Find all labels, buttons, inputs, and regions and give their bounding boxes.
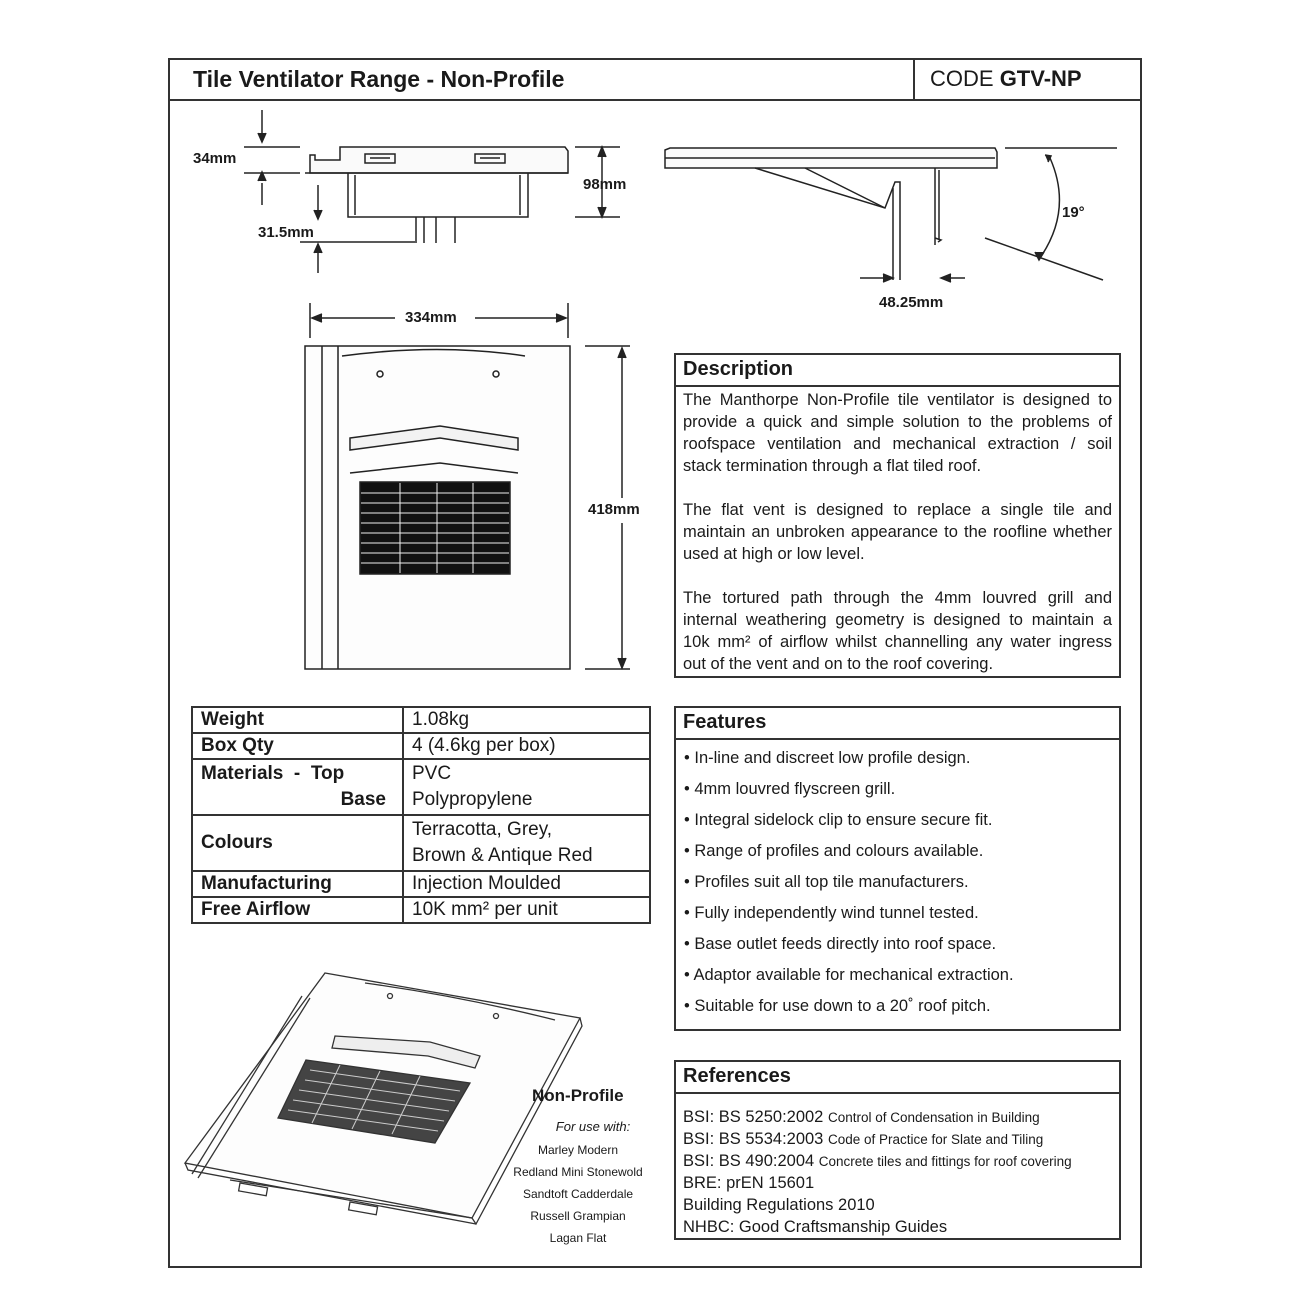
reference-item: BRE: prEN 15601 bbox=[683, 1174, 815, 1192]
compatible-tile: Lagan Flat bbox=[549, 1231, 607, 1245]
spec-key bbox=[192, 759, 403, 815]
spec-table bbox=[191, 706, 651, 924]
product-name: Non-Profile bbox=[532, 1086, 624, 1105]
page-title: Tile Ventilator Range - Non-Profile bbox=[193, 66, 565, 92]
compatible-tile: Marley Modern bbox=[537, 1143, 619, 1157]
compatible-tile: Redland Mini Stonewold bbox=[513, 1165, 643, 1179]
feature-item: • Range of profiles and colours available. bbox=[684, 842, 984, 860]
code-prefix: CODE bbox=[930, 66, 994, 91]
code-value: GTV-NP bbox=[999, 66, 1082, 91]
feature-item: • Suitable for use down to a 20˚ roof pitch. bbox=[684, 997, 991, 1015]
feature-item: • Profiles suit all top tile manufacturers. bbox=[684, 873, 969, 891]
feature-item: • In-line and discreet low profile design. bbox=[684, 749, 971, 767]
angled-section-drawing bbox=[655, 130, 1125, 300]
materials-top-value: PVC bbox=[412, 763, 452, 784]
dim-width: 334mm bbox=[405, 309, 457, 326]
dim-clip-width: 48.25mm bbox=[879, 294, 944, 311]
reference-item: NHBC: Good Craftsmanship Guides bbox=[683, 1218, 948, 1236]
feature-item: • Integral sidelock clip to ensure secure fit. bbox=[684, 811, 993, 829]
spec-row-boxqty bbox=[192, 733, 650, 759]
spec-value bbox=[403, 815, 650, 871]
description-title: Description bbox=[676, 355, 1119, 387]
spec-row-manufacturing bbox=[192, 871, 650, 897]
compatible-tile: Russell Grampian bbox=[530, 1209, 626, 1223]
side-elevation-drawing bbox=[180, 105, 660, 285]
colours-value-1: Terracotta, Grey, bbox=[412, 819, 553, 840]
feature-item: • Adaptor available for mechanical extraction. bbox=[684, 966, 1014, 984]
description-paragraph-1: The Manthorpe Non-Profile tile ventilator is designed to provide a quick and simple solution to the problems of roofspace ventilation and mechanical extraction / soil stack termination through a flat tiled roof. bbox=[683, 391, 1112, 475]
reference-item: Building Regulations 2010 bbox=[683, 1196, 875, 1214]
dim-length: 418mm bbox=[588, 501, 640, 518]
spec-value: 10K mm² per unit bbox=[403, 897, 650, 923]
spec-row-weight bbox=[192, 707, 650, 733]
spec-value: 1.08kg bbox=[403, 707, 650, 733]
materials-top-label: Materials - Top bbox=[201, 763, 345, 784]
description-box bbox=[674, 353, 1121, 678]
description-paragraph-2: The flat vent is designed to replace a single tile and maintain an unbroken appearance to the roofline whether used at high or low level. bbox=[683, 501, 1112, 563]
reference-item: BSI: BS 5534:2003 Code of Practice for Slate and Tiling bbox=[683, 1130, 1044, 1148]
feature-item: • Fully independently wind tunnel tested. bbox=[684, 904, 979, 922]
for-use-with-label: For use with: bbox=[555, 1119, 631, 1134]
spec-value: 4 (4.6kg per box) bbox=[403, 733, 650, 759]
materials-base-label: Base bbox=[340, 789, 386, 810]
materials-base-value: Polypropylene bbox=[412, 789, 533, 810]
plan-view-drawing bbox=[300, 298, 670, 678]
feature-item: • Base outlet feeds directly into roof space. bbox=[684, 935, 997, 953]
references-title: References bbox=[676, 1062, 1119, 1094]
reference-item: BSI: BS 490:2004 Concrete tiles and fittings for roof covering bbox=[683, 1152, 1072, 1170]
dim-top-height: 34mm bbox=[193, 150, 237, 167]
dim-outlet-depth: 31.5mm bbox=[258, 224, 314, 241]
description-paragraph-3: The tortured path through the 4mm louvred grill and internal weathering geometry is designed to maintain a 10k mm² of airflow whilst channelling any water ingress out of the vent and on to the roof covering. bbox=[683, 589, 1112, 673]
features-box bbox=[674, 706, 1121, 1031]
spec-row-colours bbox=[192, 815, 650, 871]
spec-key: Weight bbox=[192, 707, 403, 733]
product-code bbox=[930, 66, 1082, 92]
spec-key: Box Qty bbox=[192, 733, 403, 759]
feature-item: • 4mm louvred flyscreen grill. bbox=[684, 780, 896, 798]
references-box bbox=[674, 1060, 1121, 1240]
spec-key: Manufacturing bbox=[192, 871, 403, 897]
spec-value: Injection Moulded bbox=[403, 871, 650, 897]
spec-row-materials bbox=[192, 759, 650, 815]
dim-overall-height: 98mm bbox=[583, 176, 627, 193]
colours-value-2: Brown & Antique Red bbox=[412, 845, 593, 866]
reference-item: BSI: BS 5250:2002 Control of Condensation in Building bbox=[683, 1108, 1040, 1126]
compatible-tile: Sandtoft Cadderdale bbox=[522, 1187, 634, 1201]
spec-value bbox=[403, 759, 650, 815]
dim-angle: 19° bbox=[1062, 204, 1085, 221]
spec-row-airflow bbox=[192, 897, 650, 923]
spec-key: Free Airflow bbox=[192, 897, 403, 923]
features-title: Features bbox=[676, 708, 1119, 740]
spec-key: Colours bbox=[192, 815, 403, 871]
